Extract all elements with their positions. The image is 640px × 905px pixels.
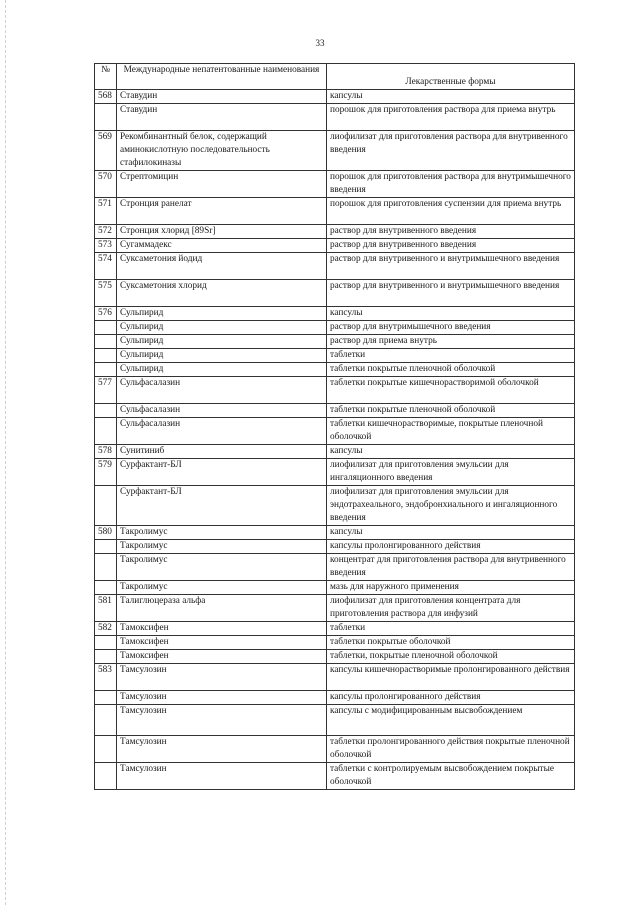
row-number: 581 <box>95 595 117 622</box>
inn-name-cell: Суксаметония йодид <box>117 253 327 280</box>
table-header-row <box>95 64 575 90</box>
row-number: 569 <box>95 131 117 171</box>
table-row <box>95 321 575 335</box>
dosage-form-cell: таблетки покрытые оболочкой <box>327 636 575 650</box>
table-row <box>95 418 575 445</box>
inn-name-cell: Сугаммадекс <box>117 239 327 253</box>
dosage-form-cell: раствор для внутривенного и внутримышечного введения <box>327 280 575 307</box>
dosage-form-cell: порошок для приготовления суспензии для приема внутрь <box>327 198 575 225</box>
dosage-form-cell: концентрат для приготовления раствора для внутривенного введения <box>327 554 575 581</box>
table-row <box>95 239 575 253</box>
page-number: 33 <box>315 38 325 48</box>
dosage-form-cell: таблетки <box>327 622 575 636</box>
table-row <box>95 104 575 131</box>
dosage-form-cell: лиофилизат для приготовления эмульсии для эндотрахеального, эндобронхиального и ингаляционного введения <box>327 486 575 526</box>
dosage-form-cell: капсулы <box>327 307 575 321</box>
row-number <box>95 736 117 763</box>
inn-name-cell: Талиглюцераза альфа <box>117 595 327 622</box>
dosage-form-cell: таблетки с контролируемым высвобождением покрытые оболочкой <box>327 763 575 790</box>
inn-name-cell: Такролимус <box>117 581 327 595</box>
dosage-form-cell: капсулы <box>327 445 575 459</box>
table-row <box>95 459 575 486</box>
inn-name-cell: Сурфактант-БЛ <box>117 486 327 526</box>
table-row <box>95 377 575 404</box>
table-row <box>95 650 575 664</box>
row-number <box>95 636 117 650</box>
inn-name-cell: Сульпирид <box>117 307 327 321</box>
inn-name-cell: Стронция хлорид [89Sr] <box>117 225 327 239</box>
drug-forms-table <box>94 63 575 790</box>
inn-name-cell: Сульфасалазин <box>117 418 327 445</box>
dosage-form-cell: раствор для внутривенного и внутримышечного введения <box>327 253 575 280</box>
dosage-form-cell: раствор для внутривенного введения <box>327 239 575 253</box>
row-number <box>95 540 117 554</box>
dosage-form-cell: таблетки покрытые кишечнорастворимой оболочкой <box>327 377 575 404</box>
row-number <box>95 486 117 526</box>
row-number: 583 <box>95 664 117 691</box>
row-number <box>95 349 117 363</box>
table-row <box>95 198 575 225</box>
inn-name-cell: Сульпирид <box>117 321 327 335</box>
dosage-form-cell: порошок для приготовления раствора для приема внутрь <box>327 104 575 131</box>
table-row <box>95 280 575 307</box>
inn-name-cell: Тамсулозин <box>117 705 327 736</box>
row-number <box>95 691 117 705</box>
table-row <box>95 540 575 554</box>
table-row <box>95 595 575 622</box>
dosage-form-cell: лиофилизат для приготовления эмульсии для ингаляционного введения <box>327 459 575 486</box>
table-row <box>95 307 575 321</box>
dosage-form-cell: таблетки пролонгированного действия покрытые пленочной оболочкой <box>327 736 575 763</box>
row-number: 572 <box>95 225 117 239</box>
inn-name-cell: Тамсулозин <box>117 763 327 790</box>
dosage-form-cell: таблетки, покрытые пленочной оболочкой <box>327 650 575 664</box>
header-inn-name: Международные непатентованные наименования <box>117 64 327 90</box>
dosage-form-cell: таблетки покрытые пленочной оболочкой <box>327 404 575 418</box>
row-number: 571 <box>95 198 117 225</box>
dosage-form-cell: таблетки покрытые пленочной оболочкой <box>327 363 575 377</box>
table-row <box>95 622 575 636</box>
inn-name-cell: Сульпирид <box>117 363 327 377</box>
dosage-form-cell: капсулы пролонгированного действия <box>327 540 575 554</box>
inn-name-cell: Сульпирид <box>117 335 327 349</box>
dosage-form-cell: таблетки кишечнорастворимые, покрытые пленочной оболочкой <box>327 418 575 445</box>
dosage-form-cell: лиофилизат для приготовления концентрата для приготовления раствора для инфузий <box>327 595 575 622</box>
table-row <box>95 581 575 595</box>
inn-name-cell: Тамсулозин <box>117 736 327 763</box>
table-row <box>95 691 575 705</box>
header-number: № <box>95 64 117 90</box>
row-number: 568 <box>95 90 117 104</box>
row-number: 573 <box>95 239 117 253</box>
inn-name-cell: Сульфасалазин <box>117 404 327 418</box>
table-row <box>95 225 575 239</box>
dosage-form-cell: таблетки <box>327 349 575 363</box>
dosage-form-cell: раствор для внутривенного введения <box>327 225 575 239</box>
dosage-form-cell: раствор для приема внутрь <box>327 335 575 349</box>
row-number: 578 <box>95 445 117 459</box>
row-number <box>95 321 117 335</box>
inn-name-cell: Суксаметония хлорид <box>117 280 327 307</box>
header-dosage-forms: Лекарственные формы <box>327 64 575 90</box>
dosage-form-cell: капсулы кишечнорастворимые пролонгированного действия <box>327 664 575 691</box>
inn-name-cell: Стрептомицин <box>117 171 327 198</box>
row-number <box>95 650 117 664</box>
row-number <box>95 404 117 418</box>
row-number: 576 <box>95 307 117 321</box>
row-number <box>95 763 117 790</box>
row-number: 577 <box>95 377 117 404</box>
inn-name-cell: Тамсулозин <box>117 664 327 691</box>
inn-name-cell: Сунитиниб <box>117 445 327 459</box>
inn-name-cell: Стронция ранелат <box>117 198 327 225</box>
table-row <box>95 404 575 418</box>
inn-name-cell: Такролимус <box>117 540 327 554</box>
table-row <box>95 363 575 377</box>
table-row <box>95 526 575 540</box>
row-number: 582 <box>95 622 117 636</box>
inn-name-cell: Такролимус <box>117 554 327 581</box>
dosage-form-cell: капсулы <box>327 526 575 540</box>
dosage-form-cell: порошок для приготовления раствора для внутримышечного введения <box>327 171 575 198</box>
inn-name-cell: Сульпирид <box>117 349 327 363</box>
table-row <box>95 705 575 736</box>
row-number: 574 <box>95 253 117 280</box>
table-row <box>95 90 575 104</box>
dosage-form-cell: капсулы пролонгированного действия <box>327 691 575 705</box>
row-number: 570 <box>95 171 117 198</box>
inn-name-cell: Тамоксифен <box>117 650 327 664</box>
table-row <box>95 335 575 349</box>
dosage-form-cell: раствор для внутримышечного введения <box>327 321 575 335</box>
row-number <box>95 554 117 581</box>
inn-name-cell: Тамоксифен <box>117 622 327 636</box>
table-row <box>95 486 575 526</box>
row-number <box>95 705 117 736</box>
dosage-form-cell: капсулы <box>327 90 575 104</box>
inn-name-cell: Рекомбинантный белок, содержащий аминокислотную последовательность стафилокиназы <box>117 131 327 171</box>
row-number <box>95 104 117 131</box>
inn-name-cell: Тамсулозин <box>117 691 327 705</box>
row-number: 580 <box>95 526 117 540</box>
row-number <box>95 363 117 377</box>
inn-name-cell: Такролимус <box>117 526 327 540</box>
table-row <box>95 349 575 363</box>
table-row <box>95 763 575 790</box>
table-row <box>95 445 575 459</box>
inn-name-cell: Ставудин <box>117 90 327 104</box>
dosage-form-cell: лиофилизат для приготовления раствора для внутривенного введения <box>327 131 575 171</box>
dosage-form-cell: капсулы с модифицированным высвобождением <box>327 705 575 736</box>
row-number <box>95 335 117 349</box>
row-number: 579 <box>95 459 117 486</box>
row-number <box>95 418 117 445</box>
inn-name-cell: Сурфактант-БЛ <box>117 459 327 486</box>
table-row <box>95 736 575 763</box>
inn-name-cell: Ставудин <box>117 104 327 131</box>
table-row <box>95 554 575 581</box>
table-body <box>95 90 575 790</box>
table-row <box>95 253 575 280</box>
table-row <box>95 171 575 198</box>
row-number <box>95 581 117 595</box>
table-row <box>95 131 575 171</box>
row-number: 575 <box>95 280 117 307</box>
inn-name-cell: Сульфасалазин <box>117 377 327 404</box>
inn-name-cell: Тамоксифен <box>117 636 327 650</box>
binding-margin-line <box>5 0 7 905</box>
dosage-form-cell: мазь для наружного применения <box>327 581 575 595</box>
table-row <box>95 664 575 691</box>
table-row <box>95 636 575 650</box>
